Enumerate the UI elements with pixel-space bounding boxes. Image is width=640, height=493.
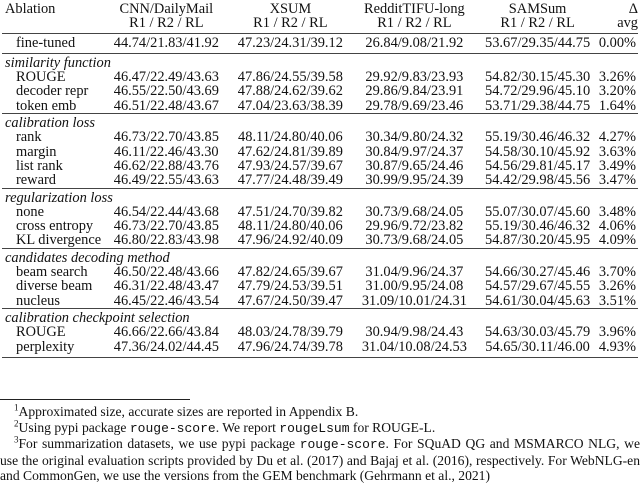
score-cell: 29.78/9.69/23.46 xyxy=(365,97,464,114)
score-cell: 55.07/30.07/45.60 xyxy=(485,203,591,220)
score-cell: 47.67/24.50/39.47 xyxy=(237,292,343,309)
section-header xyxy=(2,248,638,265)
score-cell: 46.50/22.48/43.66 xyxy=(113,264,219,281)
delta-avg-cell: 4.93% xyxy=(599,340,638,358)
section-title: calibration checkpoint selection xyxy=(2,308,638,325)
score-cell: 46.66/22.66/43.84 xyxy=(113,324,219,341)
score-cell: 46.73/22.70/43.85 xyxy=(113,218,219,235)
row-label: token emb xyxy=(16,97,77,114)
delta-avg-cell: 3.49% xyxy=(598,157,636,174)
row-label: margin xyxy=(16,143,57,160)
score-cell: 48.11/24.80/40.06 xyxy=(238,218,343,235)
score-cell: 31.04/10.08/24.53 xyxy=(352,340,476,358)
table-row xyxy=(2,233,638,248)
row-label: ROUGE xyxy=(16,69,66,86)
row-label: KL divergence xyxy=(16,232,102,249)
table-row xyxy=(2,325,638,339)
score-cell: 53.71/29.38/44.75 xyxy=(485,97,591,114)
score-cell: 31.09/10.01/24.31 xyxy=(361,292,467,309)
score-cell: 46.11/22.46/43.30 xyxy=(114,143,219,160)
score-cell: 30.87/9.65/24.46 xyxy=(365,157,464,174)
delta-avg-cell: 3.26% xyxy=(598,69,636,86)
footnotes xyxy=(0,399,640,484)
score-cell: 54.57/29.67/45.55 xyxy=(485,278,591,295)
score-cell: 47.82/24.65/39.67 xyxy=(237,264,343,281)
score-cell: 30.84/9.97/24.37 xyxy=(365,143,464,160)
score-cell: 54.58/30.10/45.92 xyxy=(485,143,591,160)
score-cell: 30.34/9.80/24.32 xyxy=(365,129,464,146)
table-row xyxy=(2,294,638,309)
score-cell: 48.03/24.78/39.79 xyxy=(237,324,343,341)
score-cell: 47.62/24.81/39.89 xyxy=(237,143,343,160)
delta-avg-cell: 3.47% xyxy=(598,172,636,189)
score-cell: 54.56/29.81/45.17 xyxy=(485,157,591,174)
table-row xyxy=(2,159,638,173)
delta-avg-cell: 3.96% xyxy=(598,324,636,341)
score-cell: 30.73/9.68/24.05 xyxy=(365,232,464,249)
score-cell: 46.31/22.48/43.47 xyxy=(113,278,219,295)
row-label: perplexity xyxy=(2,340,104,358)
column-header: XSUM xyxy=(269,1,312,17)
delta-avg-cell: 3.26% xyxy=(598,278,636,295)
score-cell: 54.66/30.27/45.46 xyxy=(485,264,591,281)
footnote-1: $^1$Approximated size, accurate sizes are reported in Appendix B. xyxy=(14,402,359,419)
table-row xyxy=(2,145,638,159)
ablation-table xyxy=(2,1,638,358)
score-cell: 30.99/9.95/24.39 xyxy=(365,172,464,189)
row-label: decoder repr xyxy=(16,83,89,100)
column-header: SAMSum xyxy=(508,1,567,17)
table-row xyxy=(2,265,638,279)
score-cell: 48.11/24.80/40.06 xyxy=(238,129,343,146)
section-title: candidates decoding method xyxy=(2,248,638,265)
score-cell: 46.49/22.55/43.63 xyxy=(113,172,219,189)
delta-avg-cell: 3.20% xyxy=(598,83,636,100)
column-header: Δ xyxy=(628,1,638,17)
delta-avg-cell: 3.51% xyxy=(598,292,636,309)
row-label: rank xyxy=(16,129,42,146)
delta-avg-cell: 3.63% xyxy=(598,143,636,160)
score-cell: 55.19/30.46/46.32 xyxy=(485,129,591,146)
score-cell: 47.04/23.63/38.39 xyxy=(237,97,343,114)
score-cell: 31.00/9.95/24.08 xyxy=(365,278,464,295)
score-cell: 54.72/29.96/45.10 xyxy=(485,83,591,100)
row-label: fine-tuned xyxy=(2,33,104,53)
score-cell: 29.96/9.72/23.82 xyxy=(365,218,464,235)
section-title: regularization loss xyxy=(2,188,638,205)
delta-avg-cell: 0.00% xyxy=(599,33,638,53)
table-row xyxy=(2,219,638,233)
table-row xyxy=(2,340,638,358)
row-label: none xyxy=(16,203,44,220)
delta-avg-cell: 4.06% xyxy=(598,218,636,235)
row-label: beam search xyxy=(16,264,88,281)
delta-avg-cell: 1.64% xyxy=(598,97,636,114)
score-cell: 46.54/22.44/43.68 xyxy=(113,203,219,220)
score-cell: 47.23/24.31/39.12 xyxy=(228,33,352,53)
score-cell: 47.79/24.53/39.51 xyxy=(237,278,343,295)
table-row xyxy=(2,205,638,219)
section-header xyxy=(2,53,638,70)
score-cell: 47.86/24.55/39.58 xyxy=(237,69,343,86)
score-cell: 47.51/24.70/39.82 xyxy=(237,203,343,220)
score-cell: 54.63/30.03/45.79 xyxy=(485,324,591,341)
score-cell: 47.93/24.57/39.67 xyxy=(237,157,343,174)
delta-avg-cell: 3.70% xyxy=(598,264,636,281)
column-header: RedditTIFU-long xyxy=(364,1,465,17)
table-row xyxy=(2,130,638,144)
score-cell: 53.67/29.35/44.75 xyxy=(476,33,598,53)
column-subheader: R1 / R2 / RL xyxy=(476,16,598,33)
column-subheader: R1 / R2 / RL xyxy=(352,16,476,33)
table-row xyxy=(2,84,638,98)
table-row xyxy=(2,173,638,188)
score-cell: 31.04/9.96/24.37 xyxy=(365,264,464,281)
row-label: reward xyxy=(16,172,56,189)
row-label: nucleus xyxy=(16,292,60,309)
footnote-2: $^2$Using pypi package rouge-score. We report rougeLsum for ROUGE-L. xyxy=(14,418,436,436)
row-label: diverse beam xyxy=(16,278,93,295)
score-cell: 54.87/30.20/45.95 xyxy=(485,232,591,249)
score-cell: 46.62/22.88/43.76 xyxy=(113,157,219,174)
row-label: ROUGE xyxy=(16,324,66,341)
column-header: Ablation xyxy=(5,1,56,17)
section-header xyxy=(2,114,638,131)
score-cell: 47.96/24.74/39.78 xyxy=(228,340,352,358)
delta-avg-cell: 4.09% xyxy=(598,232,636,249)
footnote-rule xyxy=(0,399,190,400)
table-row xyxy=(2,33,638,53)
row-label: list rank xyxy=(16,157,63,174)
column-subheader xyxy=(2,16,104,33)
score-cell: 46.51/22.48/43.67 xyxy=(113,97,219,114)
score-cell: 47.77/24.48/39.49 xyxy=(237,172,343,189)
column-subheader: R1 / R2 / RL xyxy=(104,16,228,33)
section-title: calibration loss xyxy=(2,114,638,131)
section-header xyxy=(2,188,638,205)
score-cell: 54.42/29.98/45.56 xyxy=(485,172,591,189)
table-row xyxy=(2,99,638,114)
score-cell: 29.92/9.83/23.93 xyxy=(365,69,464,86)
row-label: cross entropy xyxy=(16,218,94,235)
score-cell: 47.96/24.92/40.09 xyxy=(237,232,343,249)
delta-avg-cell: 3.48% xyxy=(598,203,636,220)
score-cell: 55.19/30.46/46.32 xyxy=(485,218,591,235)
score-cell: 54.65/30.11/46.00 xyxy=(476,340,598,358)
score-cell: 46.47/22.49/43.63 xyxy=(113,69,219,86)
score-cell: 29.86/9.84/23.91 xyxy=(365,83,464,100)
section-header xyxy=(2,308,638,325)
score-cell: 46.45/22.46/43.54 xyxy=(113,292,219,309)
score-cell: 46.73/22.70/43.85 xyxy=(113,129,219,146)
score-cell: 54.61/30.04/45.63 xyxy=(485,292,591,309)
column-subheader: R1 / R2 / RL xyxy=(228,16,352,33)
score-cell: 54.82/30.15/45.30 xyxy=(485,69,591,86)
score-cell: 30.73/9.68/24.05 xyxy=(365,203,464,220)
score-cell: 47.88/24.62/39.62 xyxy=(237,83,343,100)
score-cell: 46.55/22.50/43.69 xyxy=(113,83,219,100)
section-title: similarity function xyxy=(2,53,638,70)
column-subheader: avg xyxy=(599,16,638,33)
score-cell: 44.74/21.83/41.92 xyxy=(104,33,228,53)
score-cell: 30.94/9.98/24.43 xyxy=(365,324,464,341)
column-header: CNN/DailyMail xyxy=(119,1,214,17)
table-row xyxy=(2,279,638,293)
delta-avg-cell: 4.27% xyxy=(598,129,636,146)
score-cell: 26.84/9.08/21.92 xyxy=(352,33,476,53)
table-row xyxy=(2,70,638,84)
score-cell: 47.36/24.02/44.45 xyxy=(104,340,228,358)
footnote-3: $^3$For summarization datasets, we use pypi package rouge-score. For SQuAD QG and MSMARCO NLG, we use the original evaluation scripts provided by Du et al. (2017) and Bajaj et al. (2016), respectively. For WebNLG-en and CommonGen, we use the versions from the GEM benchmark (Gehrmann et al., 2021) xyxy=(0,434,640,484)
score-cell: 46.80/22.83/43.98 xyxy=(113,232,219,249)
